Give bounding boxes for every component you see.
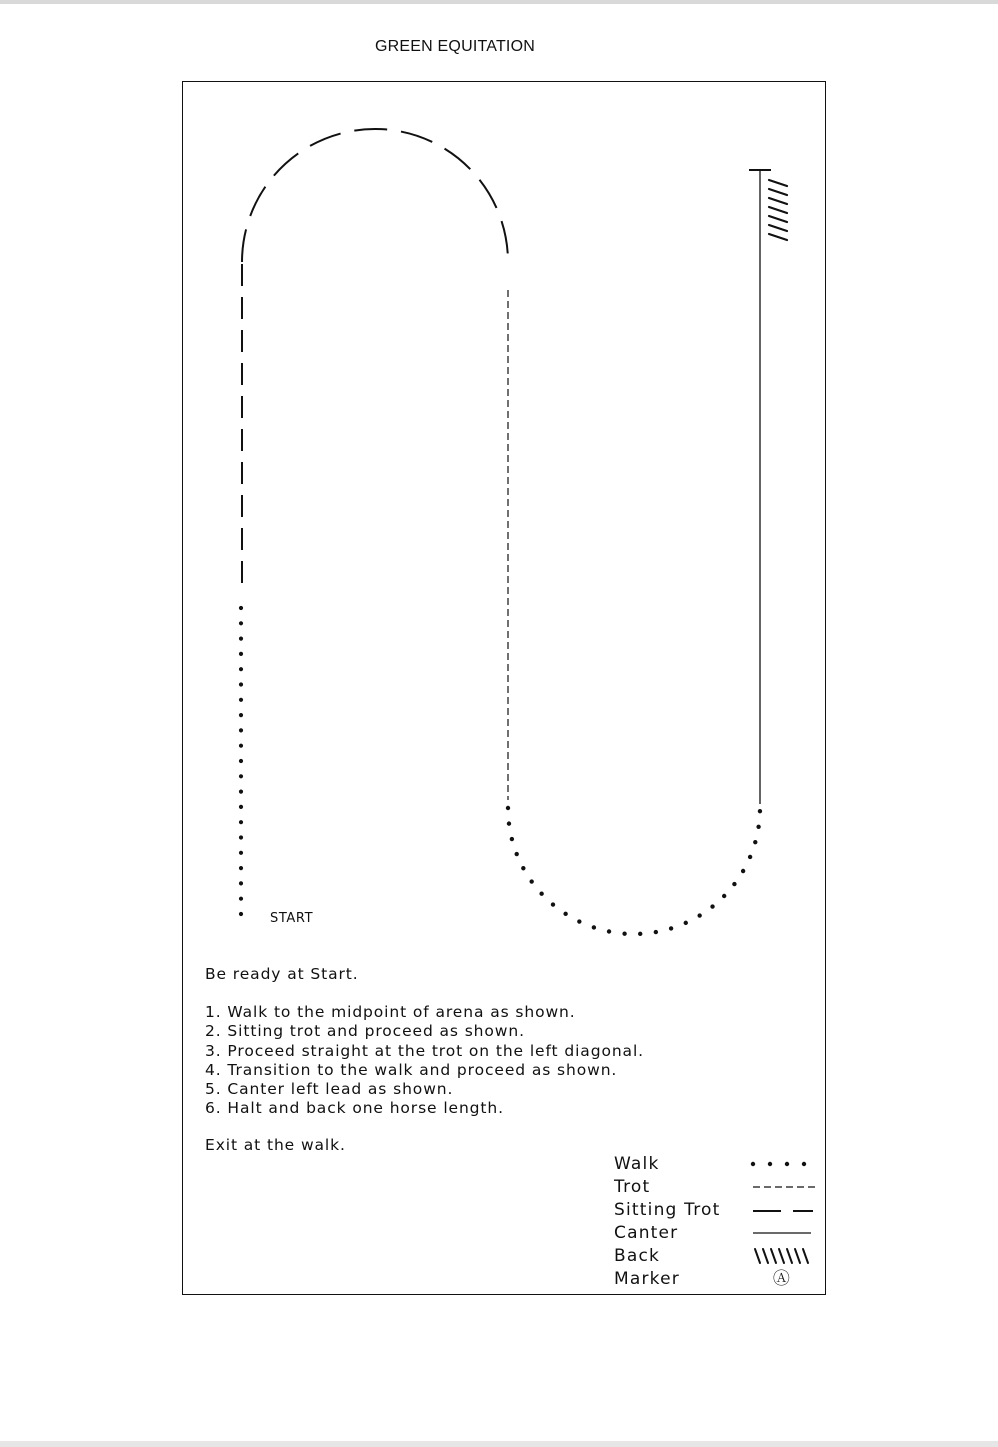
sitting-trot-symbol-icon — [750, 1199, 816, 1222]
legend-label: Marker — [614, 1269, 680, 1289]
instruction-step: 1. Walk to the midpoint of arena as shown. — [205, 1003, 576, 1022]
instructions-block — [205, 965, 644, 1156]
walk-symbol-icon — [750, 1153, 816, 1176]
legend-label: Walk — [614, 1154, 660, 1174]
back-symbol-icon — [750, 1245, 816, 1268]
legend-label: Back — [614, 1246, 661, 1266]
legend-item-marker — [614, 1268, 824, 1291]
legend-label: Canter — [614, 1223, 679, 1243]
instruction-step: 3. Proceed straight at the trot on the left diagonal. — [205, 1041, 644, 1060]
sitting-trot-path-arc — [242, 129, 508, 262]
legend-item-sitting-trot — [614, 1199, 824, 1222]
legend-item-canter — [614, 1222, 824, 1245]
legend-label: Sitting Trot — [614, 1200, 721, 1220]
instruction-step: 6. Halt and back one horse length. — [205, 1099, 504, 1118]
start-label: START — [270, 911, 314, 926]
instruction-step: 4. Transition to the walk and proceed as shown. — [205, 1060, 618, 1079]
marker-symbol-icon — [750, 1268, 814, 1291]
instruction-step: 5. Canter left lead as shown. — [205, 1080, 454, 1099]
pattern-title: GREEN EQUITATION — [375, 38, 535, 55]
back-hatch-marks — [769, 180, 787, 240]
marker-glyph: Ⓐ — [772, 1269, 792, 1289]
legend-item-trot — [614, 1176, 824, 1199]
instruction-step: 2. Sitting trot and proceed as shown. — [205, 1022, 525, 1041]
canter-symbol-icon — [750, 1222, 816, 1245]
instructions-intro: Be ready at Start. — [205, 965, 359, 983]
walk-path-bottom-arc — [508, 808, 760, 934]
instructions-steps — [205, 1003, 644, 1118]
legend-item-walk — [614, 1153, 824, 1176]
legend-label: Trot — [614, 1177, 651, 1197]
legend-item-back — [614, 1245, 824, 1268]
legend — [614, 1153, 824, 1291]
bottom-edge-bar — [0, 1441, 998, 1447]
instructions-outro: Exit at the walk. — [205, 1136, 346, 1155]
trot-symbol-icon — [750, 1176, 816, 1199]
